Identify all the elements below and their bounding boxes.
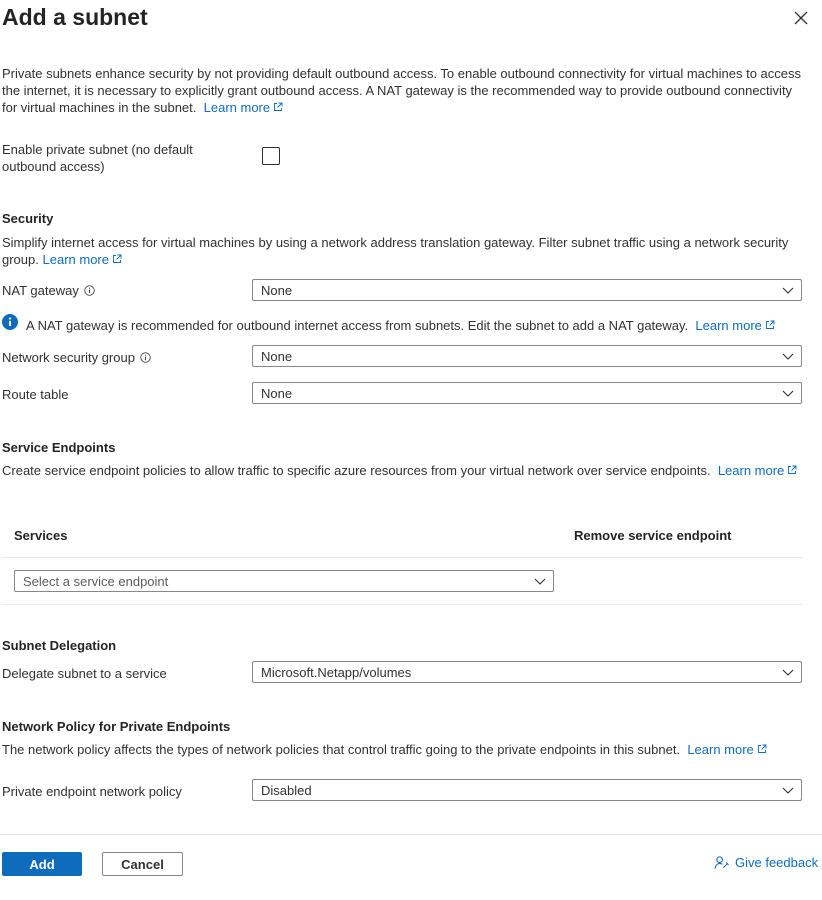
info-filled-icon [2, 314, 18, 330]
nat-info-text: A NAT gateway is recommended for outbound internet access from subnets. Edit the subnet to add a NAT gateway. [26, 318, 689, 333]
chevron-down-icon [782, 667, 794, 677]
chevron-down-icon [782, 351, 794, 361]
network-policy-dropdown[interactable]: Disabled [252, 779, 802, 801]
network-policy-label: Private endpoint network policy [2, 784, 182, 799]
intro-learn-more-link[interactable]: Learn more [204, 100, 283, 115]
service-endpoint-select[interactable]: Select a service endpoint [14, 570, 554, 592]
nsg-label: Network security group [2, 350, 151, 365]
route-table-dropdown[interactable]: None [252, 382, 802, 404]
services-column-header: Services [14, 528, 68, 543]
intro-description: Private subnets enhance security by not providing default outbound access. To enable outbound connectivity for virtual machines to access the internet, it is necessary to explicitly grant outbound access. A NAT gateway is the recommended way to provide outbound connectivity for virtual machines in the subnet. [2, 66, 802, 115]
chevron-down-icon [782, 285, 794, 295]
delegation-label: Delegate subnet to a service [2, 666, 167, 681]
info-icon[interactable] [140, 352, 151, 363]
give-feedback-link[interactable]: Give feedback [714, 855, 818, 870]
remove-endpoint-column-header: Remove service endpoint [574, 528, 732, 543]
service-endpoints-description: Create service endpoint policies to allow traffic to specific azure resources from your virtual network over service endpoints. Learn more [2, 462, 797, 479]
security-description: Simplify internet access for virtual machines by using a network address translation gateway. Filter subnet traffic using a network security group. Learn more [2, 235, 789, 267]
info-icon[interactable] [84, 285, 95, 296]
external-link-icon [273, 102, 283, 112]
private-subnet-checkbox[interactable] [262, 147, 280, 165]
add-button[interactable]: Add [2, 852, 82, 876]
route-table-label: Route table [2, 387, 69, 402]
security-heading: Security [2, 211, 54, 226]
nat-gateway-dropdown[interactable]: None [252, 279, 802, 301]
nat-gateway-label: NAT gateway [2, 283, 95, 298]
chevron-down-icon [782, 388, 794, 398]
service-endpoints-heading: Service Endpoints [2, 440, 116, 455]
cancel-button[interactable]: Cancel [102, 852, 183, 876]
table-header-divider [2, 557, 802, 558]
external-link-icon [757, 744, 767, 754]
nat-info-learn-more-link[interactable]: Learn more [695, 318, 774, 333]
intro-text [2, 65, 807, 116]
page-title: Add a subnet [2, 4, 148, 30]
footer-divider [0, 834, 822, 835]
network-policy-heading: Network Policy for Private Endpoints [2, 719, 231, 734]
network-policy-description: The network policy affects the types of network policies that control traffic going to the private endpoints in this subnet. Learn more [2, 741, 767, 758]
external-link-icon [112, 254, 122, 264]
chevron-down-icon [534, 576, 546, 586]
close-icon[interactable] [792, 9, 810, 27]
nsg-dropdown[interactable]: None [252, 345, 802, 367]
external-link-icon [787, 465, 797, 475]
security-learn-more-link[interactable]: Learn more [43, 252, 122, 267]
delegation-dropdown[interactable]: Microsoft.Netapp/volumes [252, 661, 802, 683]
private-subnet-label: Enable private subnet (no default outbound access) [2, 142, 193, 174]
table-row-divider [2, 604, 802, 605]
network-policy-learn-more-link[interactable]: Learn more [687, 742, 766, 757]
service-endpoints-learn-more-link[interactable]: Learn more [718, 463, 797, 478]
chevron-down-icon [782, 785, 794, 795]
delegation-heading: Subnet Delegation [2, 638, 117, 653]
external-link-icon [765, 320, 775, 330]
feedback-person-icon [714, 855, 729, 870]
